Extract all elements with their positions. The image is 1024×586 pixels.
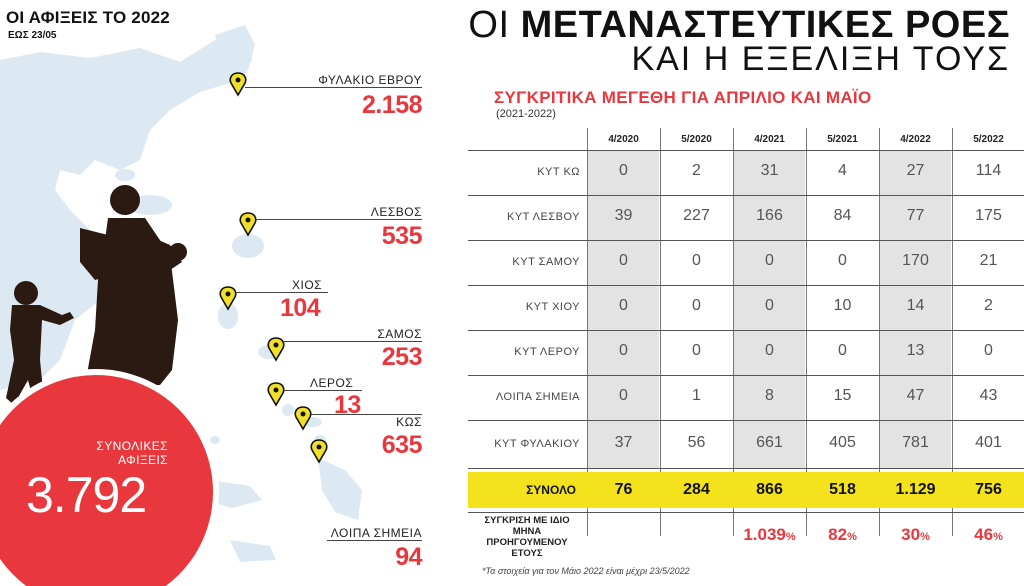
table-cell: 405 — [829, 434, 856, 451]
pin-icon — [240, 213, 255, 235]
row-label: ΚΥΤ ΦΥΛΑΚΙΟΥ — [494, 438, 580, 450]
section-subtitle: (2021-2022) — [496, 108, 556, 120]
pin-icon — [230, 73, 245, 95]
location-pins — [220, 73, 326, 462]
section-title: ΣΥΓΚΡΙΤΙΚΑ ΜΕΓΕΘΗ ΓΙΑ ΑΠΡΙΛΙΟ ΚΑΙ ΜΑΪΟ — [494, 88, 872, 107]
location-name-chios: ΧΙΟΣ — [292, 278, 323, 292]
row-label: ΚΥΤ ΛΕΡΟΥ — [514, 346, 580, 358]
comparison-label-line: ΣΥΓΚΡΙΣΗ ΜΕ ΙΔΙΟ — [484, 515, 570, 526]
row-divider — [468, 468, 1024, 469]
total-label-line-1: ΣΥΝΟΛΙΚΕΣ — [96, 439, 168, 453]
footnote: *Τα στοιχεία για τον Μάιο 2022 είναι μέχρι 23/5/2022 — [482, 566, 690, 576]
location-value-kos: 635 — [381, 431, 422, 459]
table-cell: 84 — [833, 207, 852, 224]
pin-icon — [311, 440, 326, 462]
percent-unit: % — [847, 531, 857, 543]
location-name-samos: ΣΑΜΟΣ — [377, 327, 422, 341]
table-cell: 4 — [838, 162, 847, 179]
comparison-label-line: ΜΗΝΑ — [512, 526, 542, 537]
table-cell: 21 — [979, 252, 998, 269]
location-value-leros: 13 — [334, 391, 361, 419]
table-cell: 39 — [614, 207, 633, 224]
table-cell: 0 — [984, 342, 993, 359]
table-cell: 0 — [838, 342, 847, 359]
table-cell: 175 — [975, 207, 1002, 224]
table-cell: 0 — [619, 162, 628, 179]
leader-line — [256, 219, 422, 220]
leader-line — [236, 292, 328, 293]
total-cell: 756 — [975, 481, 1002, 498]
leader-line — [245, 87, 422, 88]
table-cell: 781 — [902, 434, 929, 451]
table-cell: 47 — [906, 387, 925, 404]
row-divider — [468, 420, 1024, 421]
table-cell: 14 — [906, 297, 925, 314]
location-value-other: 94 — [395, 543, 422, 571]
comparison-cell — [953, 525, 1024, 545]
location-name-other: ΛΟΙΠΑ ΣΗΜΕΙΑ — [330, 526, 422, 540]
location-name-lesvos: ΛΕΣΒΟΣ — [370, 205, 422, 219]
percent-unit: % — [785, 531, 796, 543]
column-header: 5/2021 — [827, 133, 858, 145]
left-subtitle: ΕΩΣ 23/05 — [8, 30, 57, 41]
table-cell: 15 — [833, 387, 852, 404]
main-title-prefix: ΟΙ — [468, 4, 510, 46]
location-value-chios: 104 — [280, 294, 321, 322]
leader-line — [284, 341, 422, 342]
table-cell: 170 — [902, 252, 929, 269]
location-value-samos: 253 — [381, 343, 422, 371]
table-cell: 43 — [979, 387, 998, 404]
column-header: 4/2022 — [900, 133, 931, 145]
total-arrivals-value: 3.792 — [26, 467, 147, 523]
total-label-line-2: ΑΦΙΞΕΙΣ — [118, 453, 168, 467]
comparison-label-line: ΠΡΟΗΓΟΥΜΕΝΟΥ — [486, 537, 568, 548]
comparison-cell — [880, 525, 951, 545]
table-cell: 0 — [619, 387, 628, 404]
main-title-bold: ΜΕΤΑΝΑΣΤΕΥΤΙΚΕΣ ΡΟΕΣ — [520, 4, 1010, 46]
table-cell: 0 — [692, 297, 701, 314]
table-cell: 0 — [692, 342, 701, 359]
row-divider — [468, 285, 1024, 286]
table-cell: 0 — [619, 252, 628, 269]
table-cell: 0 — [692, 252, 701, 269]
location-name-leros: ΛΕΡΟΣ — [310, 376, 354, 390]
table-cell: 56 — [687, 434, 706, 451]
comparison-cell — [807, 525, 878, 545]
total-cell: 284 — [683, 481, 710, 498]
table-cell: 0 — [619, 297, 628, 314]
table-cell: 1 — [692, 387, 701, 404]
table-cell: 31 — [760, 162, 779, 179]
comparison-label — [468, 515, 586, 559]
table-cell: 27 — [906, 162, 925, 179]
column-header: 5/2022 — [973, 133, 1004, 145]
left-title: ΟΙ ΑΦΙΞΕΙΣ ΤΟ 2022 — [6, 8, 170, 27]
total-cell: 866 — [756, 481, 783, 498]
table-cell: 0 — [765, 252, 774, 269]
row-label: ΚΥΤ ΛΕΣΒΟΥ — [506, 211, 580, 223]
comparison-value: 30 — [901, 525, 921, 544]
comparison-cell — [734, 525, 805, 545]
row-label: ΚΥΤ ΧΙΟΥ — [525, 301, 580, 313]
column-header: 4/2021 — [754, 133, 785, 145]
table-cell: 13 — [906, 342, 925, 359]
table-cell: 2 — [984, 297, 993, 314]
row-divider — [468, 150, 1024, 151]
comparison-value: 1.039 — [743, 525, 786, 544]
location-value-lesvos: 535 — [381, 222, 422, 250]
row-divider — [468, 375, 1024, 376]
comparison-label-line: ΕΤΟΥΣ — [511, 548, 543, 559]
location-name-kos: ΚΩΣ — [396, 415, 422, 429]
row-label: ΚΥΤ ΚΩ — [537, 166, 580, 178]
percent-unit: % — [993, 531, 1003, 543]
row-label: ΚΥΤ ΣΑΜΟΥ — [512, 256, 580, 268]
total-cell: 518 — [829, 481, 856, 498]
percent-unit: % — [920, 531, 930, 543]
column-header: 5/2020 — [681, 133, 712, 145]
table-cell: 37 — [614, 434, 633, 451]
table-cell: 661 — [756, 434, 783, 451]
table-cell: 227 — [683, 207, 710, 224]
row-divider — [468, 195, 1024, 196]
column-header: 4/2020 — [608, 133, 639, 145]
total-row-label: ΣΥΝΟΛΟ — [526, 483, 576, 497]
location-value-evros: 2.158 — [361, 91, 422, 119]
table-cell: 0 — [765, 297, 774, 314]
row-divider — [468, 240, 1024, 241]
main-title-line-2: ΚΑΙ Η ΕΞΕΛΙΞΗ ΤΟΥΣ — [631, 40, 1010, 78]
table-cell: 8 — [765, 387, 774, 404]
row-label: ΛΟΙΠΑ ΣΗΜΕΙΑ — [495, 391, 580, 403]
table-cell: 0 — [619, 342, 628, 359]
pin-icon — [268, 383, 283, 405]
table-cell: 0 — [765, 342, 774, 359]
table-cell: 77 — [906, 207, 925, 224]
comparison-value: 82 — [828, 525, 848, 544]
table-cell: 2 — [692, 162, 701, 179]
table-cell: 10 — [833, 297, 852, 314]
table-cell: 0 — [838, 252, 847, 269]
row-divider — [468, 330, 1024, 331]
table-cell: 166 — [756, 207, 783, 224]
row-divider — [468, 512, 1024, 513]
table-cell: 114 — [975, 162, 1002, 179]
leader-line — [327, 540, 422, 541]
location-name-evros: ΦΥΛΑΚΙΟ ΕΒΡΟΥ — [318, 73, 422, 87]
total-cell: 1.129 — [895, 481, 936, 498]
total-cell: 76 — [614, 481, 633, 498]
table-cell: 401 — [975, 434, 1002, 451]
comparison-value: 46 — [974, 525, 994, 544]
